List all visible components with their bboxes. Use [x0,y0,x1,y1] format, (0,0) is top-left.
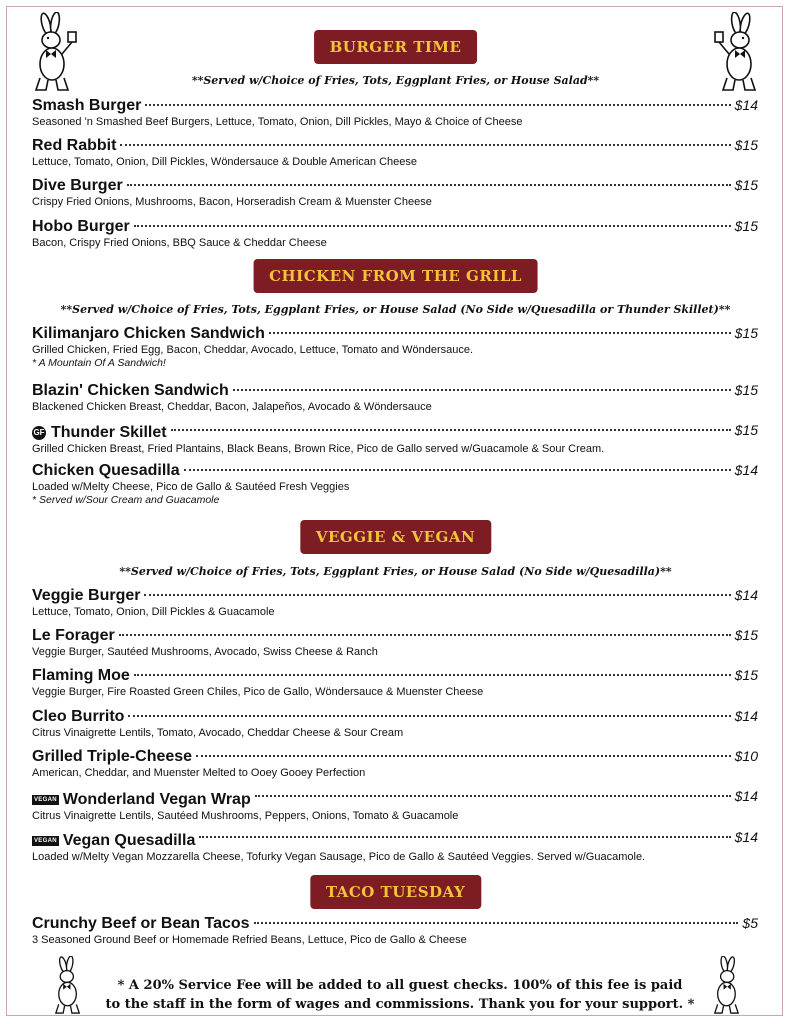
menu-item [32,177,758,208]
item-name: Le Forager [32,627,115,644]
menu-item [32,788,758,822]
item-name: Vegan Quesadilla [62,832,196,849]
item-description: 3 Seasoned Ground Beef or Homemade Refried Beans, Lettuce, Pico de Gallo & Cheese [32,934,467,946]
menu-item [32,915,758,946]
item-name: Wonderland Vegan Wrap [62,791,251,808]
footer-line-2: to the staff in the form of wages and commissions. Thank you for your support. * [105,997,695,1012]
leader-dots [128,715,730,717]
item-price: $5 [742,915,758,931]
menu-item [32,137,758,168]
section-banner-veggie-vegan: VEGGIE & VEGAN [302,522,489,552]
section-banner-burger-time: BURGER TIME [316,32,476,62]
gluten-free-icon: GF [32,426,46,440]
footer-line-1: * A 20% Service Fee will be added to all guest checks. 100% of this fee is paid [117,978,683,993]
menu-item [32,708,758,739]
item-price: $15 [734,325,758,341]
menu-item [32,627,758,658]
leader-dots [199,836,730,838]
section-note: **Served w/Choice of Fries, Tots, Eggplant Fries, or House Salad (No Side w/Quesadilla or Thunder Skillet)** [60,303,731,316]
menu-item [32,422,758,455]
item-name: Cleo Burrito [32,708,125,725]
item-name: Hobo Burger [32,218,130,235]
leader-dots [144,594,730,596]
menu-item [32,97,758,128]
section-note: **Served w/Choice of Fries, Tots, Eggplant Fries, or House Salad** [191,74,600,87]
item-description: Grilled Chicken, Fried Egg, Bacon, Cheddar, Avocado, Lettuce, Tomato and Wöndersauce. [32,344,474,356]
item-description: Crispy Fried Onions, Mushrooms, Bacon, Horseradish Cream & Muenster Cheese [32,196,432,208]
menu-item [32,587,758,618]
leader-dots [196,755,731,757]
item-name: Thunder Skillet [51,424,167,441]
item-name: Flaming Moe [32,667,130,684]
item-subnote: * Served w/Sour Cream and Guacamole [32,494,220,506]
item-price: $10 [734,748,758,764]
item-price: $15 [734,667,758,683]
item-price: $14 [734,97,758,113]
item-price: $15 [734,137,758,153]
leader-dots [233,389,731,391]
item-name: Chicken Quesadilla [32,462,180,479]
item-description: Citrus Vinaigrette Lentils, Tomato, Avocado, Cheddar Cheese & Sour Cream [32,727,404,739]
item-price: $15 [734,382,758,398]
item-name: Crunchy Beef or Bean Tacos [32,915,250,932]
item-description: Loaded w/Melty Vegan Mozzarella Cheese, Tofurky Vegan Sausage, Pico de Gallo & Sautéed Veggies. Served w/Guacamole. [32,851,646,863]
menu-item [32,325,758,369]
menu-item [32,462,758,506]
item-description: Bacon, Crispy Fried Onions, BBQ Sauce & Cheddar Cheese [32,237,327,249]
leader-dots [145,104,730,106]
menu-item [32,218,758,249]
item-name: Red Rabbit [32,137,117,154]
service-fee-notice [90,976,710,1014]
item-name: Dive Burger [32,177,123,194]
item-description: Grilled Chicken Breast, Fried Plantains, Black Beans, Brown Rice, Pico de Gallo served w/Guacamole & Sour Cream. [32,443,605,455]
item-price: $14 [734,708,758,724]
rabbit-waiter-icon [44,956,94,1016]
section-banner-chicken: CHICKEN FROM THE GRILL [255,261,536,291]
item-description: Veggie Burger, Sautéed Mushrooms, Avocado, Swiss Cheese & Ranch [32,646,378,658]
menu-item [32,667,758,698]
item-price: $14 [734,462,758,478]
item-description: Lettuce, Tomato, Onion, Dill Pickles, Wöndersauce & Double American Cheese [32,156,417,168]
item-subnote: * A Mountain Of A Sandwich! [32,357,166,369]
item-description: Seasoned 'n Smashed Beef Burgers, Lettuce, Tomato, Onion, Dill Pickles, Mayo & Choice of Cheese [32,116,523,128]
vegan-icon: VEGAN [34,797,57,803]
item-price: $15 [734,177,758,193]
item-price: $14 [734,829,758,845]
item-name: Smash Burger [32,97,142,114]
item-price: $15 [734,422,758,438]
menu-item [32,748,758,779]
leader-dots [119,634,731,636]
leader-dots [269,332,731,334]
item-name: Grilled Triple-Cheese [32,748,193,765]
leader-dots [254,922,739,924]
item-description: Loaded w/Melty Cheese, Pico de Gallo & Sautéed Fresh Veggies [32,481,350,493]
leader-dots [184,469,731,471]
item-price: $15 [734,218,758,234]
vegan-icon: VEGAN [34,838,57,844]
item-name: Blazin' Chicken Sandwich [32,382,229,399]
leader-dots [134,674,731,676]
item-price: $14 [734,587,758,603]
item-price: $15 [734,627,758,643]
menu-item [32,829,758,863]
item-description: Blackened Chicken Breast, Cheddar, Bacon, Jalapeños, Avocado & Wöndersauce [32,401,432,413]
leader-dots [134,225,731,227]
item-name: Kilimanjaro Chicken Sandwich [32,325,265,342]
leader-dots [127,184,731,186]
item-description: Veggie Burger, Fire Roasted Green Chiles, Pico de Gallo, Wöndersauce & Muenster Cheese [32,686,484,698]
menu-item [32,382,758,413]
leader-dots [120,144,730,146]
item-price: $14 [734,788,758,804]
section-banner-taco-tuesday: TACO TUESDAY [312,877,479,907]
leader-dots [255,795,731,797]
section-note: **Served w/Choice of Fries, Tots, Eggplant Fries, or House Salad (No Side w/Quesadilla)** [119,565,672,578]
item-description: Citrus Vinaigrette Lentils, Sautéed Mushrooms, Peppers, Onions, Tomato & Guacamole [32,810,459,822]
item-description: Lettuce, Tomato, Onion, Dill Pickles & Guacamole [32,606,275,618]
leader-dots [171,429,731,431]
item-description: American, Cheddar, and Muenster Melted to Ooey Gooey Perfection [32,767,366,779]
item-name: Veggie Burger [32,587,141,604]
